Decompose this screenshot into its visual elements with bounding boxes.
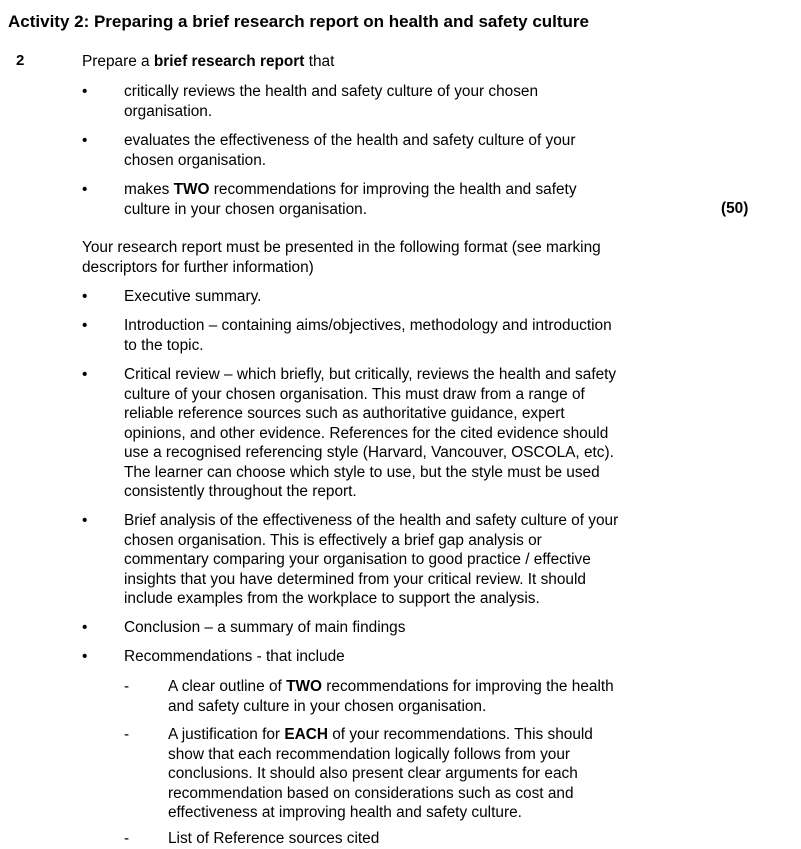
task-item: makes TWO recommendations for improving the health and safety culture in your chosen organisation. [124, 181, 577, 218]
marks-value: (50) [721, 200, 749, 217]
bullet-icon: • [82, 317, 88, 334]
sub-item: A justification for EACH of your recommendations. This should show that each recommendation logically follows from your conclusions. It should also present clear arguments for each recommendation based on considerations such as cost and effectiveness at improving health and safety culture. [168, 726, 593, 821]
bullet-icon: • [82, 288, 88, 305]
dash-icon: - [124, 678, 130, 695]
format-item: Conclusion – a summary of main findings [124, 619, 406, 636]
bullet-icon: • [82, 366, 88, 383]
activity-title: Activity 2: Preparing a brief research report on health and safety culture [8, 12, 590, 31]
bullet-icon: • [82, 512, 88, 529]
dash-icon: - [124, 830, 130, 847]
sub-item: A clear outline of TWO recommendations for improving the health and safety culture in your chosen organisation. [168, 678, 614, 715]
format-item: Introduction – containing aims/objectives, methodology and introduction to the topic. [124, 317, 612, 354]
bullet-icon: • [82, 619, 88, 636]
bullet-icon: • [82, 132, 88, 149]
format-item: Critical review – which briefly, but critically, reviews the health and safety culture of your chosen organisation. This must draw from a range of reliable reference sources such as authoritative guidance, expert opinions, and other evidence. References for the cited evidence should use a recognised referencing style (Harvard, Vancouver, OSCOLA, etc). The learner can choose which style to use, but the style must be used consistently throughout the report. [124, 366, 617, 500]
question-number: 2 [16, 52, 25, 69]
task-intro: Prepare a brief research report that [82, 53, 335, 70]
format-item: Brief analysis of the effectiveness of the health and safety culture of your chosen organisation. This is effectively a brief gap analysis or commentary comparing your organisation to good practice / effective insights that you have determined from your critical review. It should include examples from the workplace to support the analysis. [124, 512, 619, 607]
bullet-icon: • [82, 83, 88, 100]
format-item: Executive summary. [124, 288, 262, 305]
format-item: Recommendations - that include [124, 648, 345, 665]
bullet-icon: • [82, 648, 88, 665]
task-item: critically reviews the health and safety culture of your chosen organisation. [124, 83, 539, 120]
bullet-icon: • [82, 181, 88, 198]
task-item: evaluates the effectiveness of the health and safety culture of your chosen organisation. [124, 132, 576, 169]
format-intro: Your research report must be presented in the following format (see marking descriptors for further information) [82, 239, 601, 276]
sub-item: List of Reference sources cited [168, 830, 380, 847]
dash-icon: - [124, 726, 130, 743]
